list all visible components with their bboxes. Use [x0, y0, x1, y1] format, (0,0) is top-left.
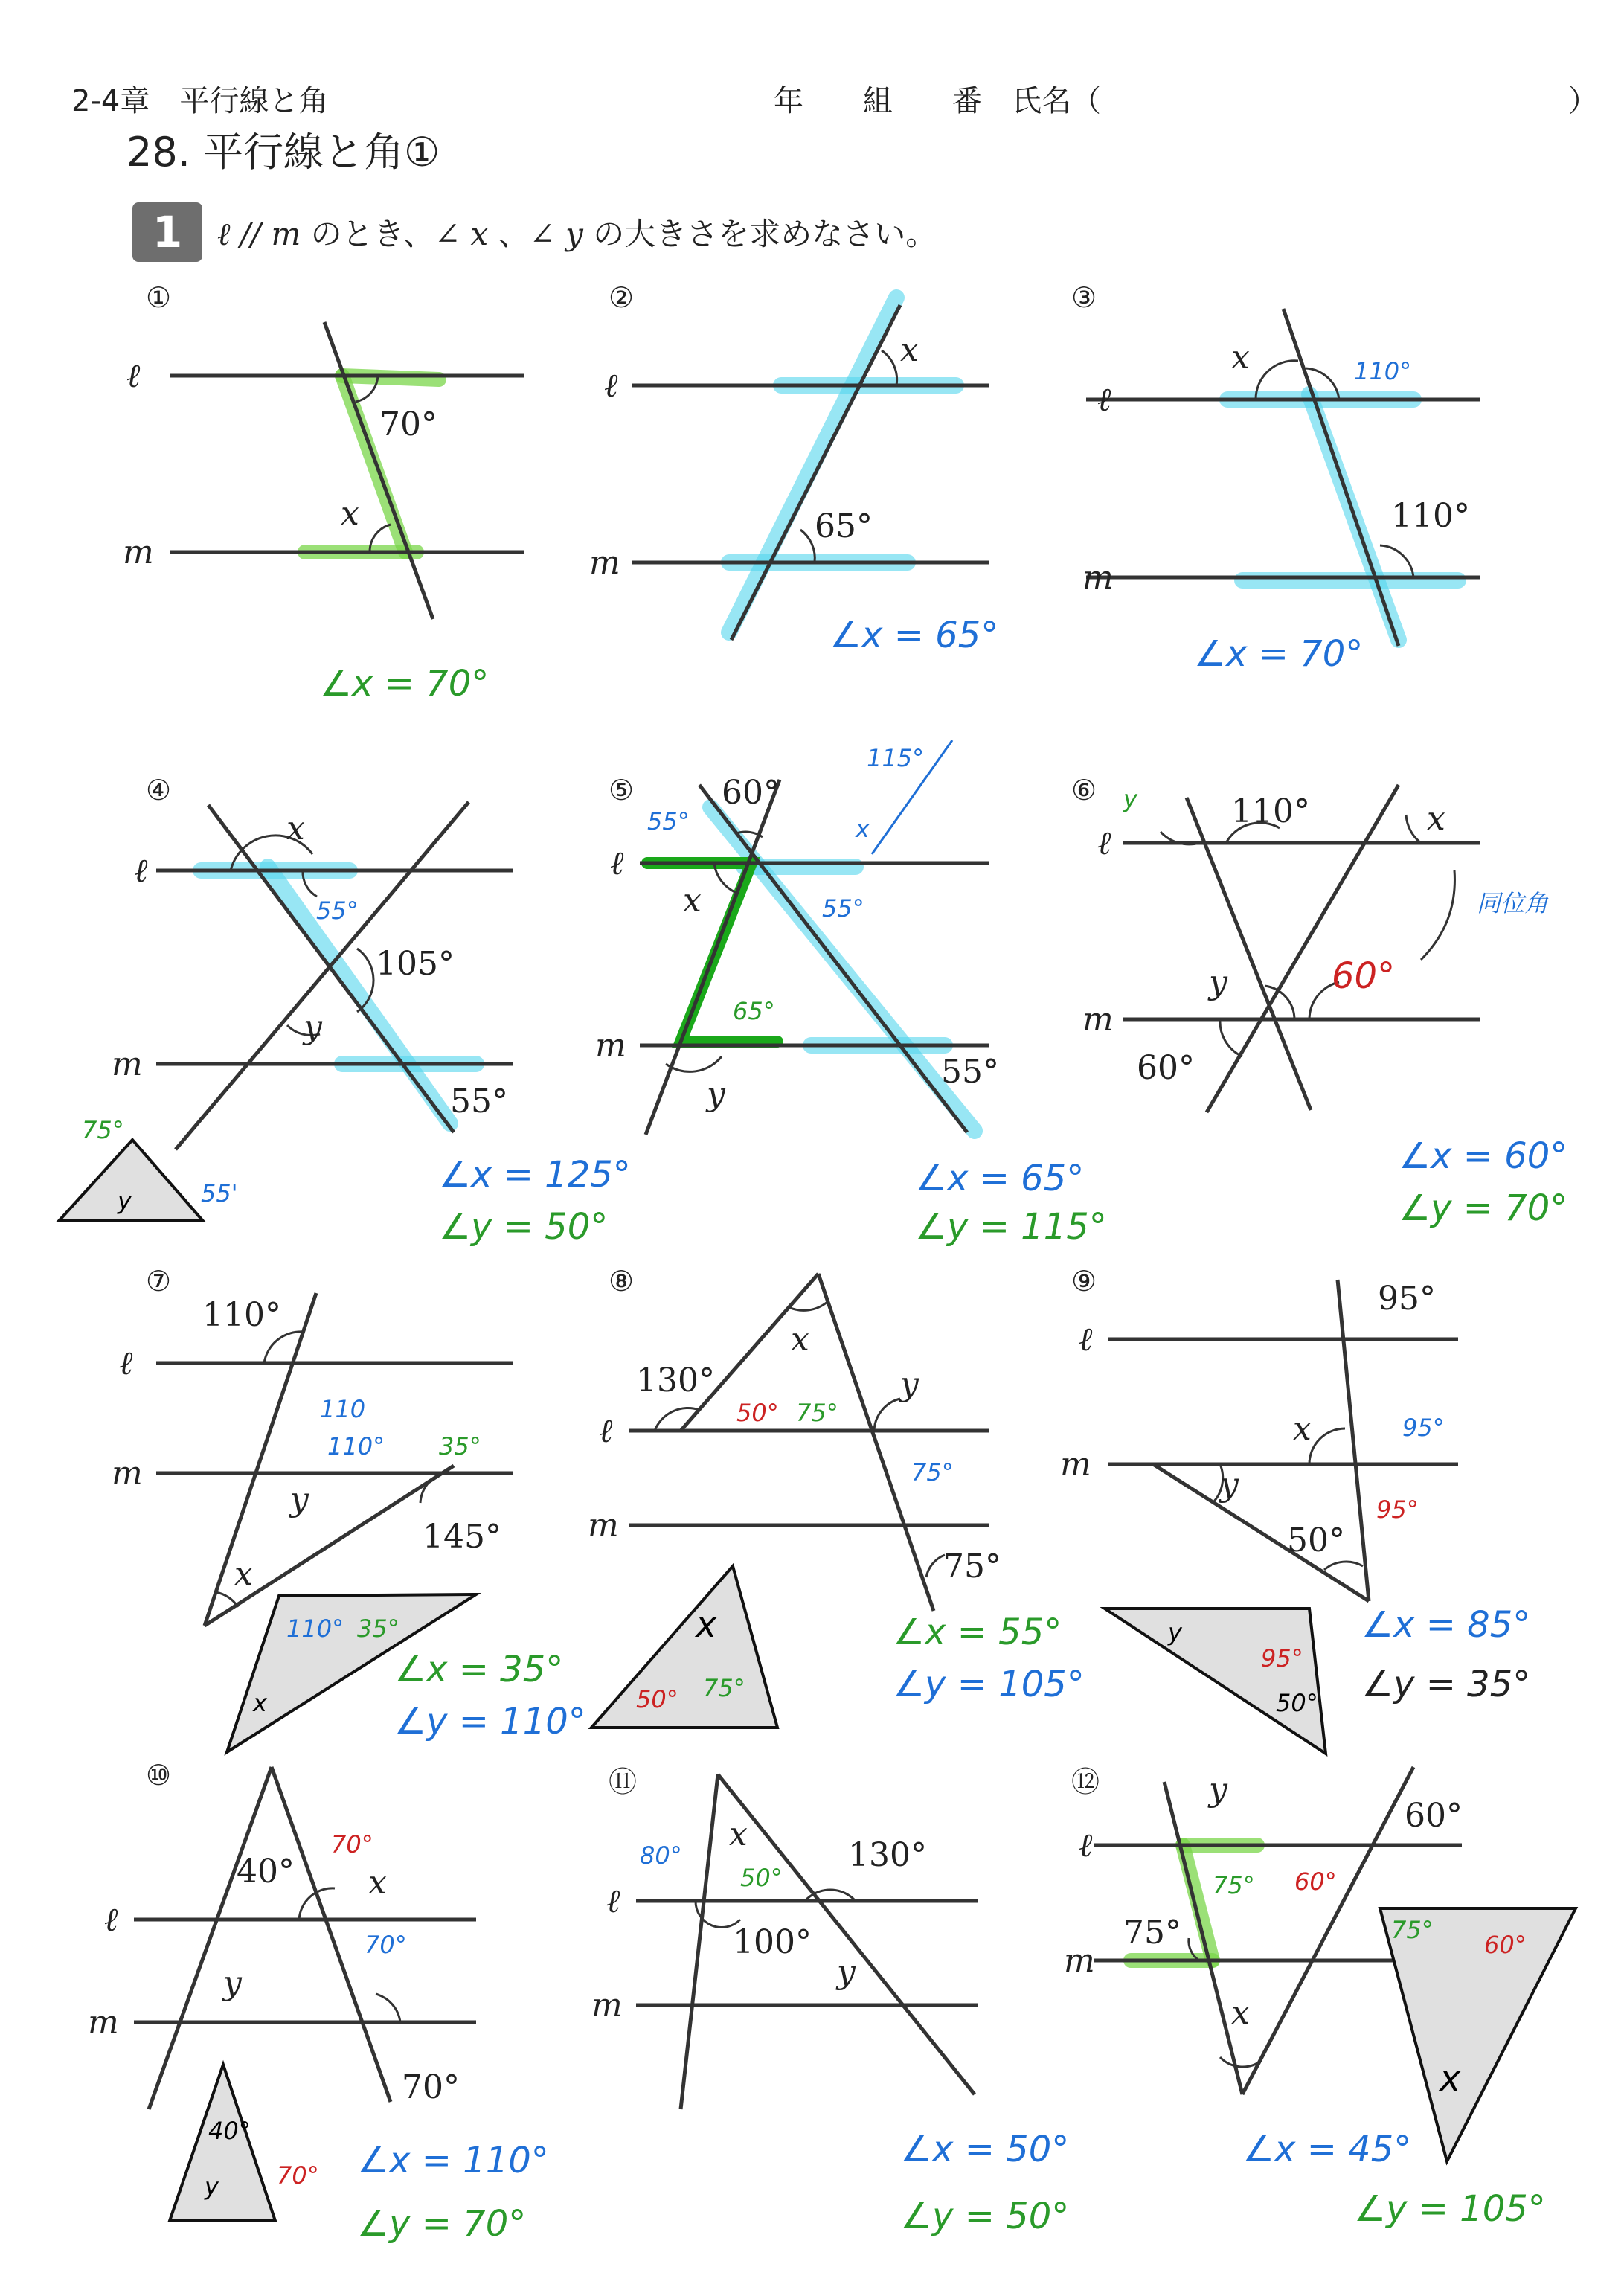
line-m-label: m — [88, 2004, 119, 2042]
instruction-parallel: ℓ // m — [217, 216, 301, 252]
instruction-text: のとき、 — [301, 216, 434, 252]
given-angle: 145° — [423, 1518, 501, 1556]
figure-2 — [589, 298, 998, 656]
figure-1 — [123, 322, 524, 705]
problem-number: ② — [609, 281, 635, 314]
instruction-angle-y: ∠ y — [529, 216, 583, 252]
note-angle: 115° — [867, 744, 925, 772]
answer-y: ∠y = 50° — [439, 1206, 609, 1248]
answer-x: ∠x = 35° — [394, 1649, 564, 1690]
name-field-close: ） — [1568, 84, 1598, 118]
given-angle: 110° — [202, 1296, 281, 1334]
given-angle: 110° — [1231, 792, 1310, 830]
line-l-label: ℓ — [1079, 1321, 1093, 1359]
angle-x-label: x — [683, 882, 702, 920]
problem-number: ⑩ — [146, 1759, 172, 1792]
note-angle: 110° — [1354, 357, 1412, 385]
triangle-var: x — [696, 1604, 717, 1646]
answer-y: ∠y = 35° — [1361, 1664, 1531, 1705]
given-angle: 100° — [733, 1923, 812, 1961]
answer-x: ∠x = 50° — [900, 2129, 1070, 2170]
note-angle: 110° — [327, 1432, 385, 1460]
given-angle: 130° — [848, 1836, 927, 1874]
line-l-label: ℓ — [1097, 381, 1111, 419]
line-l-label: ℓ — [599, 1412, 613, 1450]
given-angle: 75° — [1123, 1914, 1181, 1952]
line-m-label: m — [588, 1507, 619, 1545]
note-var: y — [1123, 785, 1137, 813]
answer-y: ∠y = 115° — [915, 1206, 1107, 1248]
note-angle: 60° — [1484, 1931, 1527, 1959]
problem-number: ④ — [146, 774, 172, 807]
line-l-label: ℓ — [610, 844, 624, 882]
instruction-tail: の大きさを求めなさい。 — [582, 216, 937, 252]
answer-x: ∠x = 55° — [893, 1612, 1062, 1653]
figure-10 — [88, 1767, 549, 2245]
answer-y: ∠y = 110° — [394, 1701, 586, 1742]
given-angle: 40° — [237, 1853, 295, 1891]
answer-x: ∠x = 65° — [829, 615, 999, 656]
problem-number: ⑥ — [1071, 774, 1097, 807]
answer-x: ∠x = 45° — [1242, 2129, 1412, 2170]
given-angle: 75° — [943, 1548, 1001, 1585]
figure-4 — [60, 802, 631, 1248]
note-angle: 55' — [201, 1179, 238, 1208]
given-angle: 50° — [1287, 1521, 1345, 1559]
given-angle: 110° — [1391, 497, 1470, 535]
note-text: 同位角 — [1477, 889, 1549, 917]
triangle-var: y — [118, 1187, 132, 1215]
angle-y-label: y — [900, 1365, 919, 1403]
problem-number: ⑧ — [609, 1265, 635, 1298]
answer-y: ∠y = 70° — [357, 2203, 527, 2245]
note-angle: 75° — [911, 1458, 954, 1487]
line-l-label: ℓ — [604, 367, 618, 405]
line-m-label: m — [1060, 1446, 1091, 1484]
angle-y-label: y — [1220, 1466, 1239, 1504]
angle-x-label: x — [234, 1555, 253, 1593]
figure-6 — [1082, 785, 1567, 1229]
worksheet-title: 28. 平行線と角① — [126, 129, 440, 176]
line-m-label: m — [112, 1045, 143, 1083]
note-angle: 50° — [740, 1864, 783, 1892]
answer-x: ∠x = 85° — [1361, 1604, 1531, 1646]
answer-x: ∠x = 65° — [915, 1158, 1085, 1199]
figure-8 — [588, 1274, 1085, 1728]
helper-triangle — [591, 1566, 777, 1728]
given-angle: 60° — [1405, 1797, 1463, 1835]
angle-y-label: y — [837, 1953, 856, 1991]
note-angle: 75° — [703, 1674, 745, 1702]
answer-y: ∠y = 105° — [893, 1664, 1085, 1705]
helper-triangle — [1105, 1609, 1326, 1754]
angle-x-label: x — [1293, 1410, 1312, 1448]
triangle-var: x — [1440, 2058, 1461, 2100]
problem-number: ⑤ — [609, 774, 635, 807]
figure-9 — [1060, 1280, 1530, 1754]
given-angle: 55° — [450, 1083, 508, 1120]
line-l-label: ℓ — [1097, 824, 1111, 862]
given-angle: 130° — [636, 1362, 715, 1399]
angle-y-label: y — [304, 1008, 322, 1046]
figure-12 — [1064, 1767, 1576, 2230]
line-m-label: m — [112, 1455, 143, 1492]
angle-y-label: y — [1209, 1771, 1227, 1809]
answer-x: ∠x = 70° — [320, 663, 490, 705]
angle-y-label: y — [707, 1075, 725, 1113]
problem-number: ① — [146, 281, 172, 314]
line-l-label: ℓ — [119, 1344, 133, 1382]
given-angle: 70° — [379, 405, 437, 443]
note-angle: 110° — [286, 1614, 344, 1643]
answer-x: ∠x = 110° — [357, 2140, 549, 2181]
line-l-label: ℓ — [1079, 1827, 1093, 1864]
note-angle: 95° — [1402, 1414, 1445, 1442]
note-angle: 35° — [357, 1614, 399, 1643]
helper-triangle — [1380, 1908, 1576, 2161]
note-angle: 55° — [822, 894, 864, 923]
given-angle: 60° — [722, 774, 780, 812]
student-info-fields[interactable]: 年 組 番 氏名（ — [774, 84, 1101, 118]
line-l-label: ℓ — [134, 852, 148, 890]
line-m-label: m — [1082, 559, 1114, 597]
answer-x: ∠x = 70° — [1194, 633, 1364, 675]
answer-y: ∠y = 105° — [1354, 2188, 1546, 2230]
given-angle: 65° — [815, 507, 873, 545]
instruction-sep: 、 — [488, 216, 530, 252]
note-angle: 75° — [1391, 1916, 1434, 1944]
note-angle: 55° — [647, 807, 690, 836]
triangle-var: x — [253, 1689, 267, 1717]
note-angle: 55° — [316, 897, 359, 925]
note-angle: 95° — [1261, 1644, 1303, 1673]
triangle-var: y — [205, 2172, 219, 2201]
note-angle: 60° — [1294, 1867, 1337, 1896]
angle-x-label: x — [791, 1321, 809, 1359]
note-angle: 70° — [277, 2161, 319, 2190]
figure-5 — [595, 740, 1107, 1248]
problem-number: ⑫ — [1071, 1766, 1100, 1798]
line-m-label: m — [591, 1986, 623, 2024]
angle-x-label: x — [900, 331, 919, 369]
note-var: x — [856, 815, 870, 843]
triangle-var: y — [1168, 1618, 1182, 1646]
angle-x-label: x — [286, 809, 305, 847]
given-angle: 105° — [376, 945, 455, 983]
answer-y: ∠y = 70° — [1399, 1187, 1568, 1229]
note-angle: 35° — [439, 1432, 481, 1460]
given-angle: 70° — [402, 2068, 460, 2106]
answer-y: ∠y = 50° — [900, 2196, 1070, 2237]
angle-y-label: y — [290, 1481, 309, 1519]
angle-x-label: x — [729, 1815, 748, 1853]
note-angle: 50° — [1276, 1689, 1318, 1717]
note-angle: 70° — [331, 1830, 373, 1859]
note-angle: 75° — [1213, 1871, 1255, 1899]
answer-x: ∠x = 125° — [439, 1154, 631, 1196]
problem-number: ⑨ — [1071, 1265, 1097, 1298]
note-angle: 70° — [365, 1931, 407, 1959]
given-angle: 55° — [941, 1053, 999, 1091]
given-angle: 95° — [1378, 1280, 1436, 1318]
angle-x-label: x — [1427, 800, 1445, 838]
note-angle: 60° — [1332, 955, 1396, 997]
angle-x-label: x — [341, 495, 359, 533]
line-l-label: ℓ — [606, 1882, 620, 1920]
line-m-label: m — [1082, 1001, 1114, 1039]
figure-7 — [112, 1293, 586, 1752]
note-angle: 50° — [636, 1685, 678, 1713]
note-angle: 80° — [640, 1841, 682, 1870]
note-angle: 95° — [1376, 1495, 1419, 1524]
note-angle: 75° — [82, 1116, 124, 1144]
note-angle: 50° — [736, 1399, 779, 1427]
figure-3 — [1082, 309, 1480, 675]
line-l-label: ℓ — [104, 1901, 118, 1939]
given-angle: 60° — [1137, 1049, 1195, 1087]
note-angle: 75° — [796, 1399, 838, 1427]
line-m-label: m — [123, 533, 154, 571]
angle-x-label: x — [1231, 339, 1250, 376]
line-l-label: ℓ — [126, 357, 141, 395]
problem-number: ③ — [1071, 281, 1097, 314]
note-angle: 40° — [208, 2117, 251, 2145]
line-m-label: m — [589, 544, 620, 582]
note-angle: 65° — [733, 997, 775, 1025]
note-angle: 110 — [320, 1395, 366, 1423]
line-m-label: m — [595, 1027, 626, 1065]
line-m-label: m — [1064, 1942, 1095, 1980]
angle-x-label: x — [368, 1864, 387, 1902]
angle-y-label: y — [1209, 963, 1227, 1001]
figure-11 — [591, 1774, 1069, 2237]
instruction-angle-x: ∠ x — [434, 216, 489, 252]
question-number-badge: 1 — [132, 202, 202, 262]
answer-x: ∠x = 60° — [1399, 1135, 1568, 1177]
problem-number: ⑪ — [609, 1766, 638, 1798]
problem-number: ⑦ — [146, 1265, 172, 1298]
angle-x-label: x — [1231, 1994, 1250, 2032]
chapter-title: 2-4章 平行線と角 — [71, 84, 329, 118]
angle-y-label: y — [223, 1964, 242, 2002]
